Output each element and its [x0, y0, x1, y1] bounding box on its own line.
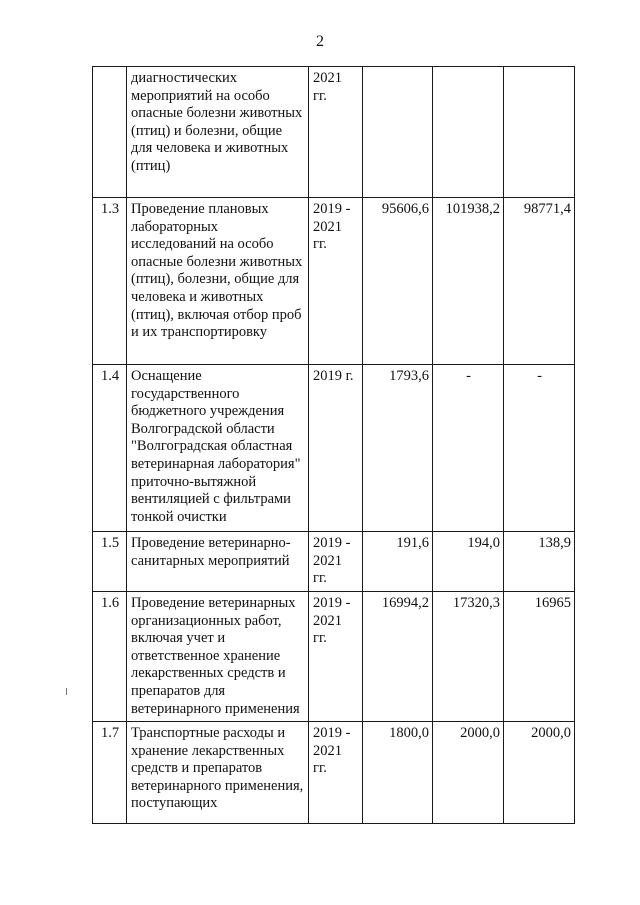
row-value-2020: -: [433, 365, 504, 532]
table-row: [93, 365, 575, 532]
row-number: 1.4: [93, 365, 127, 532]
row-period: 2019 - 2021 гг.: [309, 198, 363, 365]
table-row: [93, 532, 575, 592]
row-period: 2019 - 2021 гг.: [309, 722, 363, 824]
row-value-2021: 138,9: [504, 532, 575, 592]
row-value-2020: [433, 67, 504, 198]
row-number: 1.6: [93, 592, 127, 722]
row-period: 2019 - 2021 гг.: [309, 532, 363, 592]
row-value-2021: 16965: [504, 592, 575, 722]
program-table: [92, 66, 575, 824]
row-number: 1.7: [93, 722, 127, 824]
row-number: [93, 67, 127, 198]
row-value-2021: [504, 67, 575, 198]
row-description: Проведение ветеринарных организационных работ, включая учет и ответственное хранение лекарственных средств и препаратов для ветеринарного применения: [127, 592, 309, 722]
row-number: 1.3: [93, 198, 127, 365]
row-value-2020: 101938,2: [433, 198, 504, 365]
row-value-2019: 16994,2: [363, 592, 433, 722]
row-value-2020: 17320,3: [433, 592, 504, 722]
row-value-2019: 1800,0: [363, 722, 433, 824]
row-value-2019: 95606,6: [363, 198, 433, 365]
row-value-2020: 2000,0: [433, 722, 504, 824]
table-row: [93, 198, 575, 365]
row-period: 2021 гг.: [309, 67, 363, 198]
row-value-2021: 2000,0: [504, 722, 575, 824]
table-row: [93, 592, 575, 722]
page-number: 2: [316, 33, 324, 50]
row-value-2019: [363, 67, 433, 198]
row-value-2019: 1793,6: [363, 365, 433, 532]
row-value-2019: 191,6: [363, 532, 433, 592]
row-value-2021: 98771,4: [504, 198, 575, 365]
table-row: [93, 67, 575, 198]
row-number: 1.5: [93, 532, 127, 592]
scan-mark: [66, 688, 67, 695]
table-row: [93, 722, 575, 824]
row-description: Проведение плановых лабораторных исследований на особо опасные болезни животных (птиц), болезни, общие для человека и животных (птиц), включая отбор проб и их транспортировку: [127, 198, 309, 365]
row-description: диагностических мероприятий на особо опасные болезни животных (птиц) и болезни, общие для человека и животных (птиц): [127, 67, 309, 198]
row-value-2020: 194,0: [433, 532, 504, 592]
row-description: Транспортные расходы и хранение лекарственных средств и препаратов ветеринарного применения, поступающих: [127, 722, 309, 824]
row-value-2021: -: [504, 365, 575, 532]
row-period: 2019 - 2021 гг.: [309, 592, 363, 722]
row-period: 2019 г.: [309, 365, 363, 532]
row-description: Оснащение государственного бюджетного учреждения Волгоградской области "Волгоградская областная ветеринарная лаборатория" приточно-вытяжной вентиляцией с фильтрами тонкой очистки: [127, 365, 309, 532]
row-description: Проведение ветеринарно-санитарных мероприятий: [127, 532, 309, 592]
